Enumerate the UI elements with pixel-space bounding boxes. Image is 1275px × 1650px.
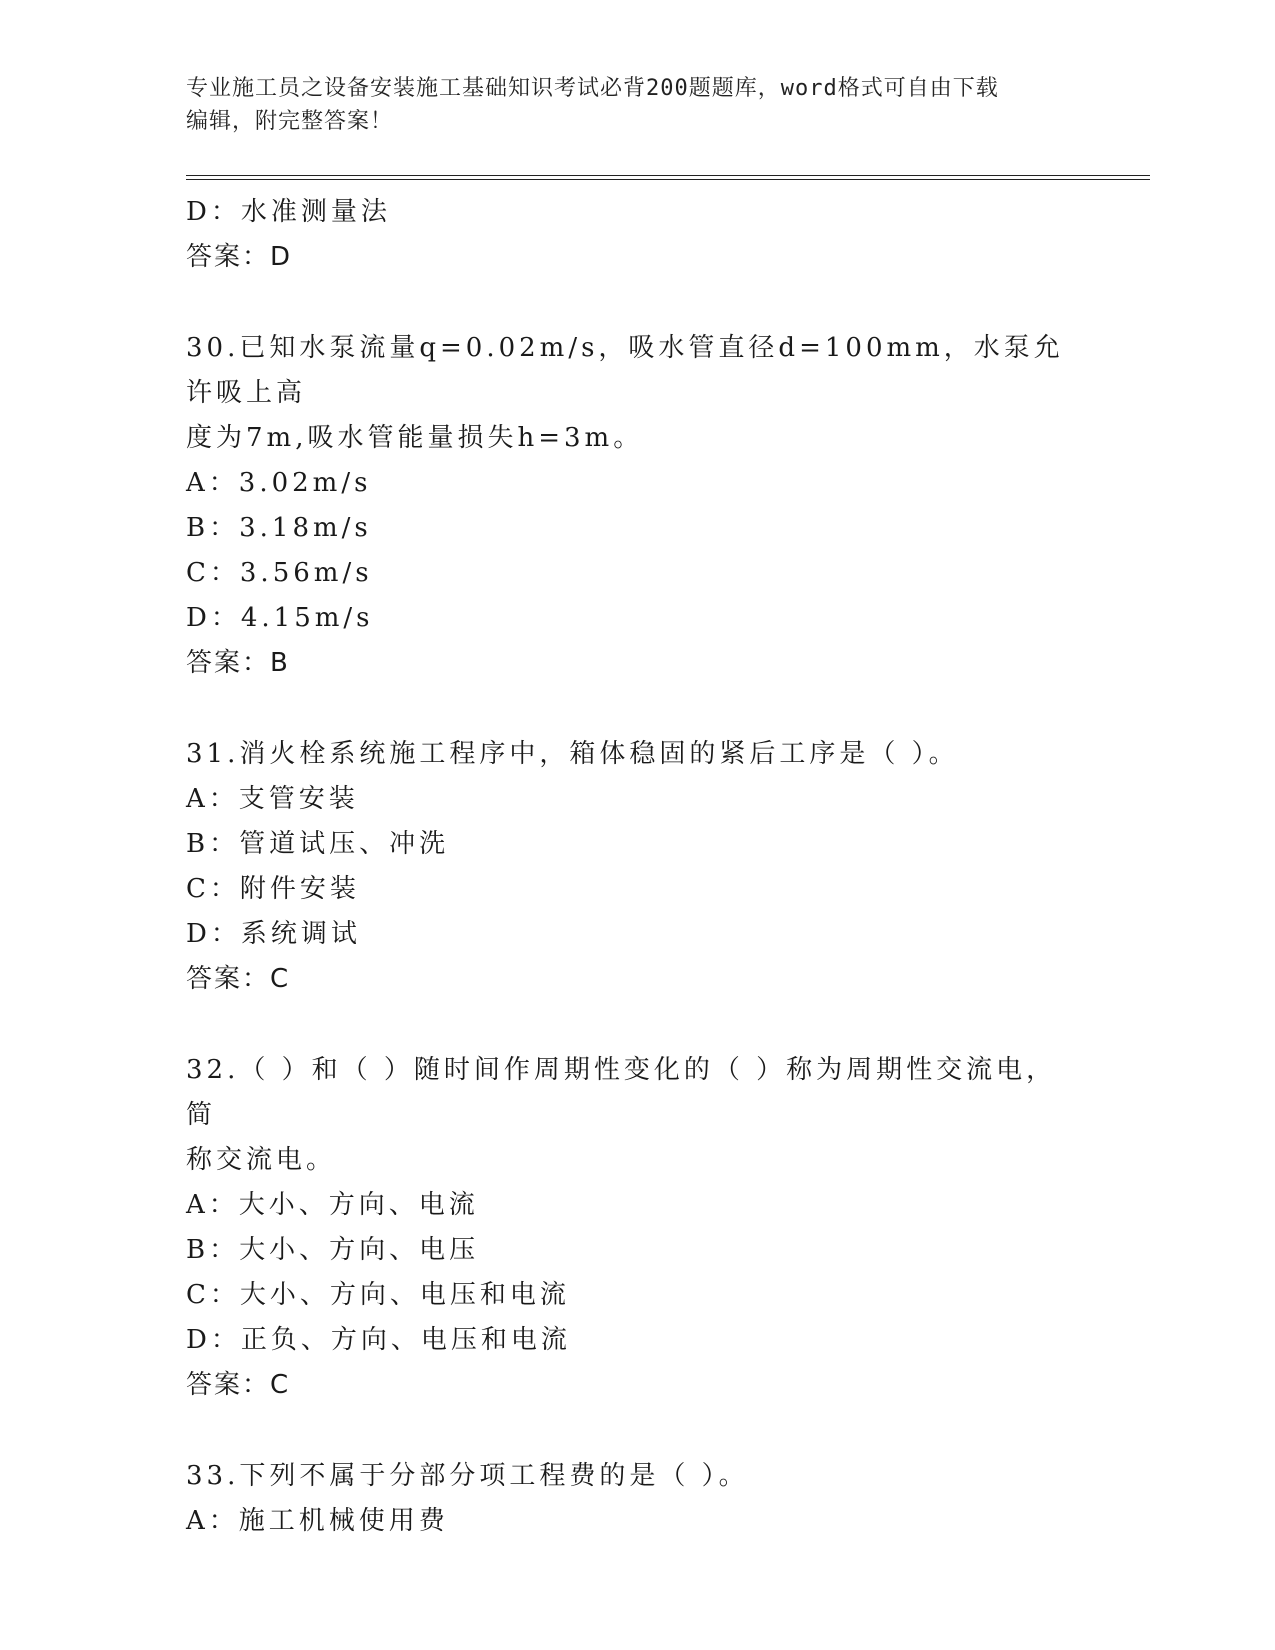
option-b: B：3.18m/s <box>186 513 372 543</box>
answer-line: 答案：C <box>186 964 291 994</box>
question-list <box>186 190 1066 1544</box>
header-divider <box>186 175 1150 180</box>
header-title-line-2: 编辑，附完整答案！ <box>186 109 394 134</box>
option-a: A：支管安装 <box>186 784 359 814</box>
header-title-line-1: 专业施工员之设备安装施工基础知识考试必背200题题库，word格式可自由下载 <box>186 76 999 101</box>
option-b: B：管道试压、冲洗 <box>186 829 450 859</box>
option-d: D：4.15m/s <box>186 603 374 633</box>
option-a: A：施工机械使用费 <box>186 1506 449 1536</box>
question-spacer <box>186 1002 1066 1048</box>
option-c: C：3.56m/s <box>186 558 373 588</box>
question-30 <box>186 326 1066 686</box>
question-spacer <box>186 1408 1066 1454</box>
option-d: D：系统调试 <box>186 919 361 949</box>
question-stem: 32.（ ）和（ ）随时间作周期性变化的（ ）称为周期性交流电，简 <box>186 1055 1057 1130</box>
option-d: D：水准测量法 <box>186 197 391 227</box>
question-32 <box>186 1048 1066 1408</box>
question-stem: 31.消火栓系统施工程序中，箱体稳固的紧后工序是（ ）。 <box>186 739 959 769</box>
option-a: A：3.02m/s <box>186 468 372 498</box>
option-c: C：大小、方向、电压和电流 <box>186 1280 570 1310</box>
question-stem-continued: 称交流电。 <box>186 1145 337 1175</box>
question-stem-continued: 度为7m,吸水管能量损失h=3m。 <box>186 423 644 453</box>
option-b: B：大小、方向、电压 <box>186 1235 480 1265</box>
question-31 <box>186 732 1066 1002</box>
option-d: D：正负、方向、电压和电流 <box>186 1325 571 1355</box>
question-33 <box>186 1454 1066 1544</box>
answer-line: 答案：B <box>186 648 290 678</box>
option-a: A：大小、方向、电流 <box>186 1190 479 1220</box>
question-stem: 33.下列不属于分部分项工程费的是（ ）。 <box>186 1461 749 1491</box>
document-header <box>186 72 1066 138</box>
option-c: C：附件安装 <box>186 874 360 904</box>
question-spacer <box>186 686 1066 732</box>
question-stem: 30.已知水泵流量q=0.02m/s，吸水管直径d=100mm，水泵允许吸上高 <box>186 333 1064 408</box>
answer-line: 答案：C <box>186 1370 291 1400</box>
answer-line: 答案：D <box>186 242 293 272</box>
question-spacer <box>186 280 1066 326</box>
question-29-tail <box>186 190 1066 280</box>
